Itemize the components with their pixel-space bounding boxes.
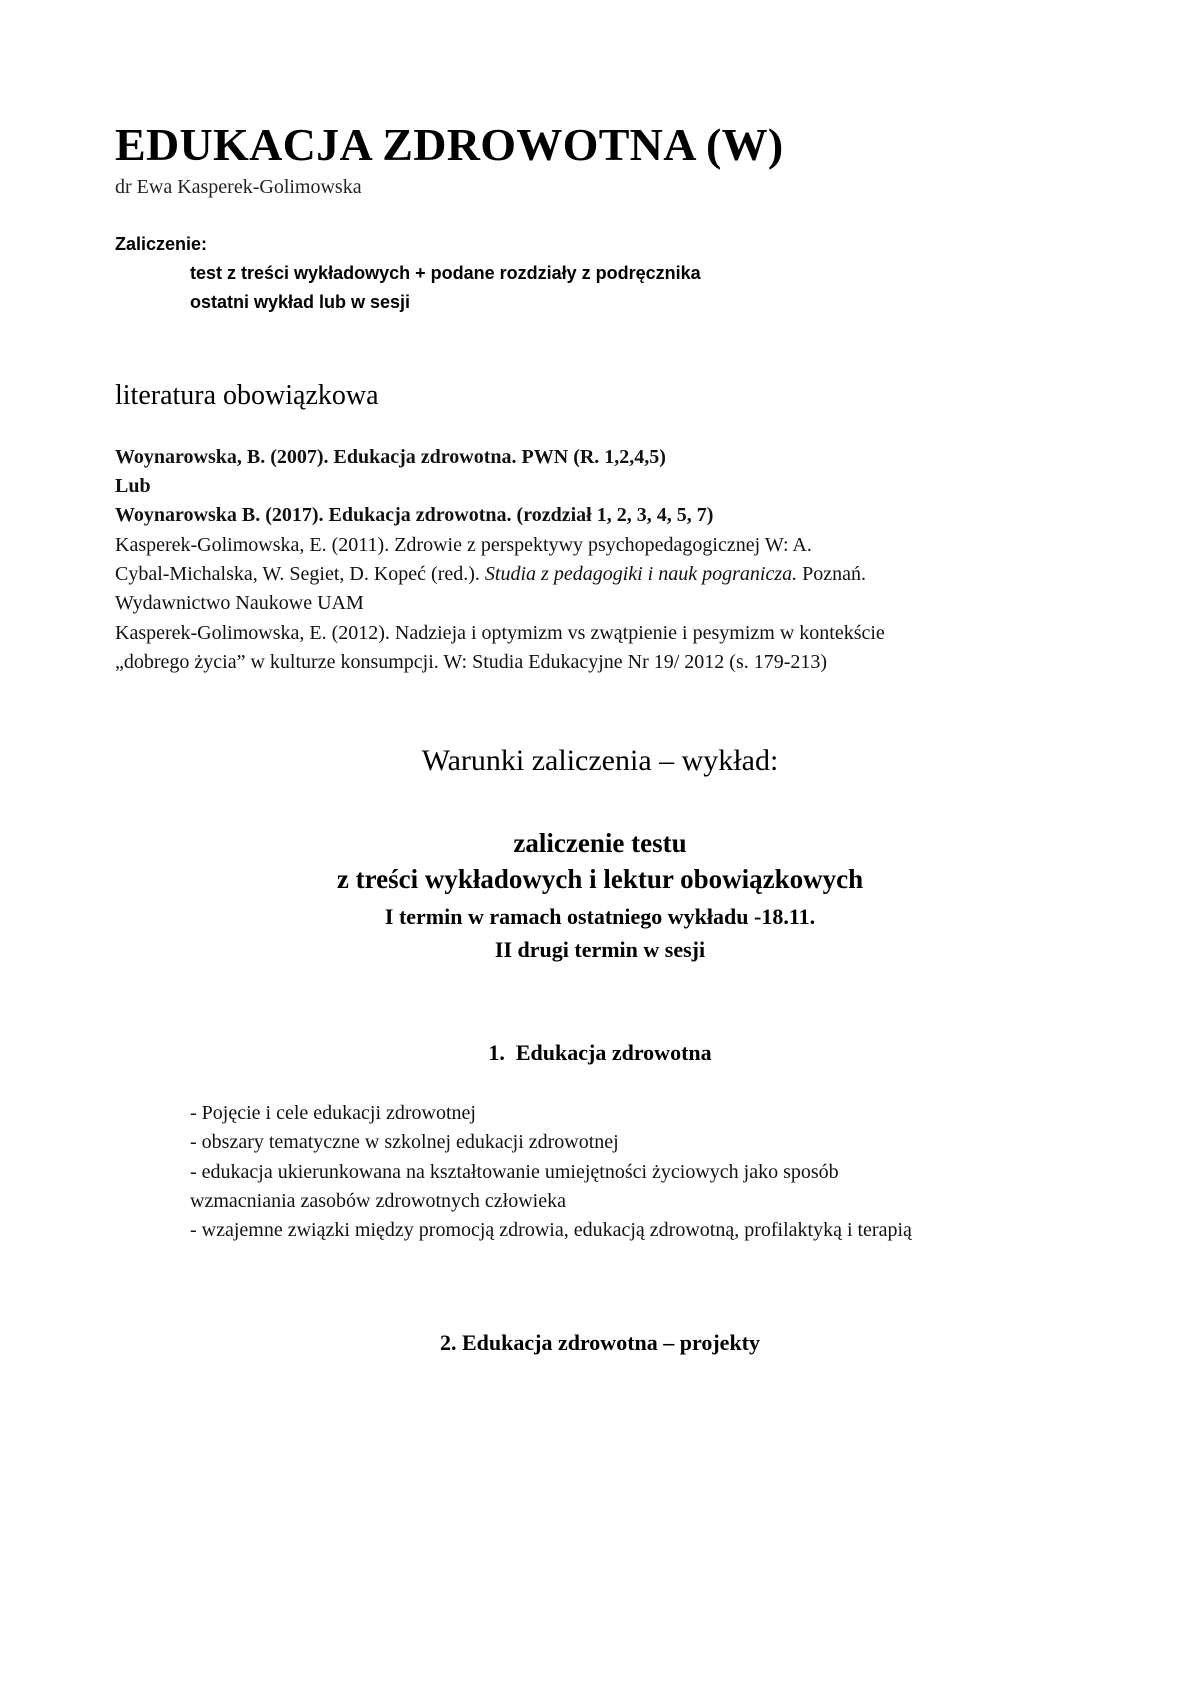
section-title: Edukacja zdrowotna <box>515 1040 712 1065</box>
list-item: - wzajemne związki między promocją zdrowia, edukacją zdrowotną, profilaktyką i terapią <box>190 1219 912 1241</box>
section-number: 1. <box>488 1040 505 1065</box>
reference-line: Kasperek-Golimowska, E. (2012). Nadzieja i optymizm vs zwątpienie i pesymizm w kontekście <box>115 622 885 644</box>
list-item: - obszary tematyczne w szkolnej edukacji zdrowotnej <box>190 1131 619 1153</box>
reference-line: Woynarowska, B. (2007). Edukacja zdrowotna. PWN (R. 1,2,4,5) <box>115 446 666 468</box>
list-item: - edukacja ukierunkowana na kształtowanie umiejętności życiowych jako sposób <box>190 1161 839 1183</box>
list-item: - Pojęcie i cele edukacji zdrowotnej <box>190 1102 476 1124</box>
section-1-heading <box>0 1040 1200 1066</box>
warunki-line: II drugi termin w sesji <box>494 937 706 962</box>
reference-text: Cybal-Michalska, W. Segiet, D. Kopeć (red.). <box>115 563 485 585</box>
zaliczenie-heading: Zaliczenie: <box>115 234 208 254</box>
warunki-heading: Warunki zaliczenia – wykład: <box>421 744 779 777</box>
document-title: EDUKACJA ZDROWOTNA (W) <box>115 119 784 170</box>
author-name: dr Ewa Kasperek-Golimowska <box>115 176 362 198</box>
reference-line: Lub <box>115 475 151 497</box>
zaliczenie-line: ostatni wykład lub w sesji <box>190 292 411 312</box>
list-item: wzmacniania zasobów zdrowotnych człowieka <box>190 1190 566 1212</box>
warunki-line: zaliczenie testu <box>513 828 687 858</box>
section-2-heading: 2. Edukacja zdrowotna – projekty <box>439 1330 761 1355</box>
reference-text: Poznań. <box>797 563 867 585</box>
reference-book-title: Studia z pedagogiki i nauk pogranicza. <box>484 563 798 585</box>
literature-heading: literatura obowiązkowa <box>115 380 379 411</box>
reference-line: Wydawnictwo Naukowe UAM <box>115 592 364 614</box>
zaliczenie-line: test z treści wykładowych + podane rozdziały z podręcznika <box>190 263 701 283</box>
warunki-line: I termin w ramach ostatniego wykładu -18.11. <box>384 904 816 929</box>
warunki-line: z treści wykładowych i lektur obowiązkowych <box>336 864 864 894</box>
reference-line: Kasperek-Golimowska, E. (2011). Zdrowie z perspektywy psychopedagogicznej W: A. <box>115 534 812 556</box>
reference-line: „dobrego życia” w kulturze konsumpcji. W: Studia Edukacyjne Nr 19/ 2012 (s. 179-213) <box>115 651 828 673</box>
reference-line-cybal <box>115 563 866 586</box>
reference-line: Woynarowska B. (2017). Edukacja zdrowotna. (rozdział 1, 2, 3, 4, 5, 7) <box>115 504 714 526</box>
